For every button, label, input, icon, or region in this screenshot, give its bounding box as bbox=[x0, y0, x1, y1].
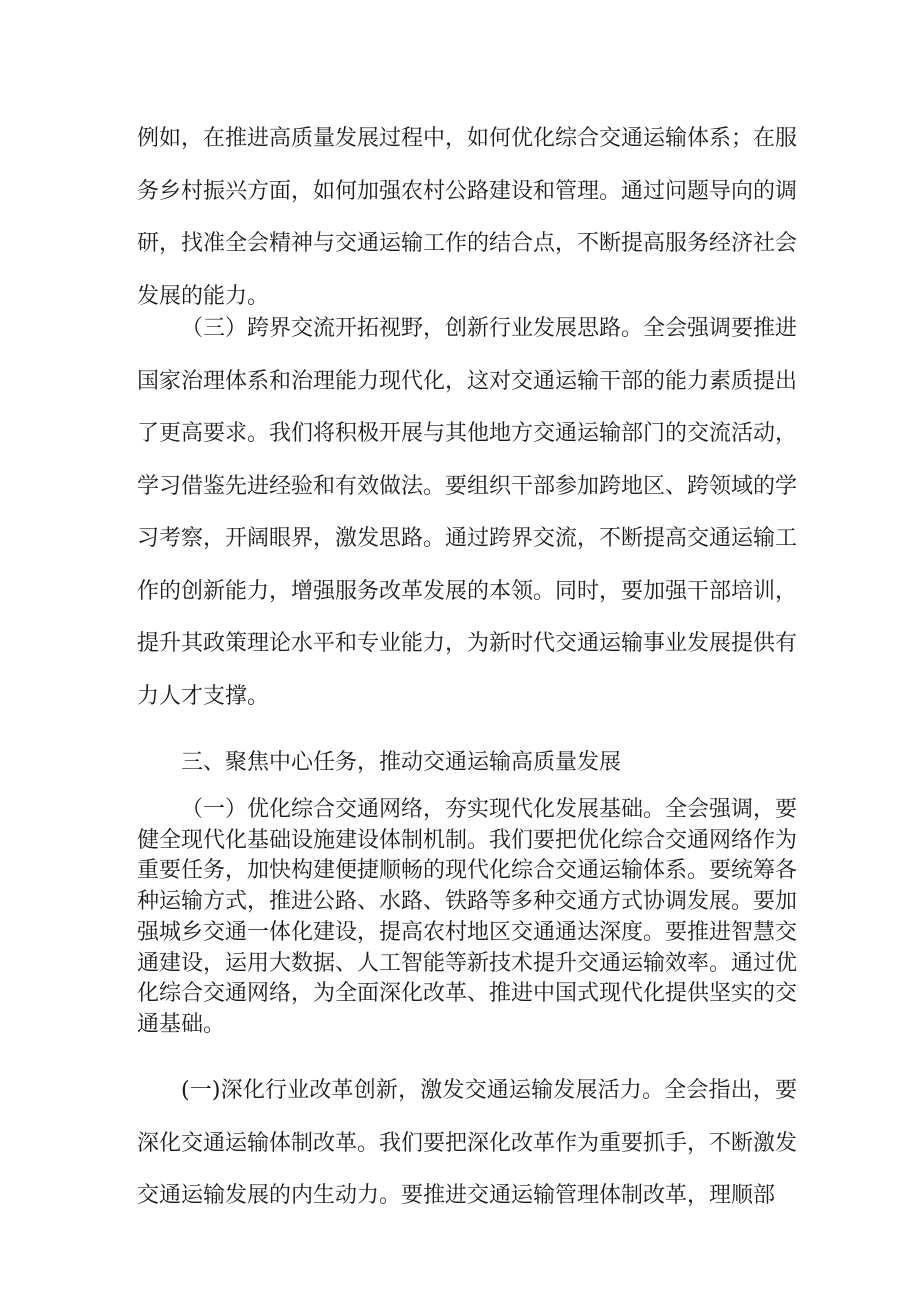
paragraph-research-continuation: 例如，在推进高质量发展过程中，如何优化综合交通运输体系；在服务乡村振兴方面，如何加强农村公路建设和管理。通过问题导向的调研，找准全会精神与交通运输工作的结合点，不断提高服务经济社会发展的能力。 bbox=[137, 126, 798, 309]
paragraph-transport-network: （一）优化综合交通网络，夯实现代化发展基础。全会强调，要健全现代化基础设施建设体制机制。我们要把优化综合交通网络作为重要任务，加快构建便捷顺畅的现代化综合交通运输体系。要统筹各种运输方式，推进公路、水路、铁路等多种交通方式协调发展。要加强城乡交通一体化建设，提高农村地区交通通达深度。要推进智慧交通建设，运用大数据、人工智能等新技术提升交通运输效率。通过优化综合交通网络，为全面深化改革、推进中国式现代化提供坚实的交通基础。 bbox=[137, 797, 798, 1037]
section-heading-three: 三、聚焦中心任务，推动交通运输高质量发展 bbox=[181, 750, 622, 775]
paragraph-cross-boundary-exchange: （三）跨界交流开拓视野，创新行业发展思路。全会强调要推进国家治理体系和治理能力现代化，这对交通运输干部的能力素质提出了更高要求。我们将积极开展与其他地方交通运输部门的交流活动，学习借鉴先进经验和有效做法。要组织干部参加跨地区、跨领域的学习考察，开阔眼界，激发思路。通过跨界交流，不断提高交通运输工作的创新能力，增强服务改革发展的本领。同时，要加强干部培训，提升其政策理论水平和专业能力，为新时代交通运输事业发展提供有力人才支撑。 bbox=[137, 316, 798, 709]
paragraph-industry-reform: (一)深化行业改革创新，激发交通运输发展活力。全会指出，要深化交通运输体制改革。我们要把深化改革作为重要抓手，不断激发交通运输发展的内生动力。要推进交通运输管理体制改革，理顺部 bbox=[137, 1078, 798, 1208]
